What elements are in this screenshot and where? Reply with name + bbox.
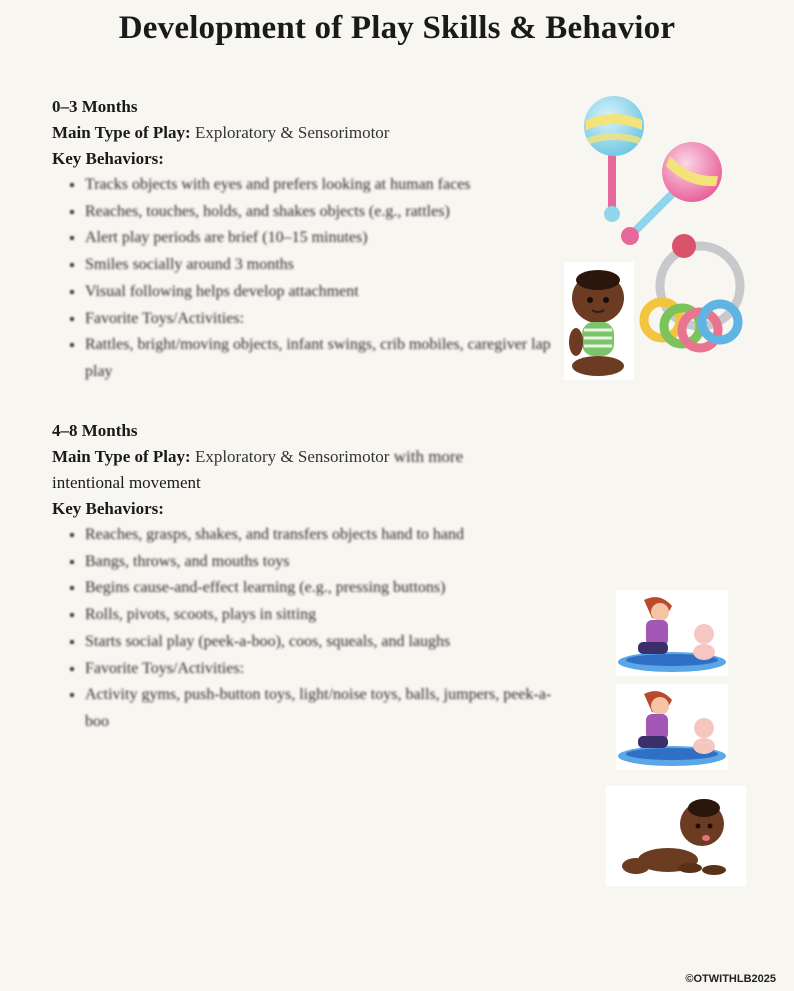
main-type-label: Main Type of Play:: [52, 123, 191, 142]
age-heading: 4–8 Months: [52, 421, 138, 440]
main-type-line: [52, 444, 572, 470]
page-title: Development of Play Skills & Behavior: [118, 10, 676, 46]
list-item: • Activity gyms, push-button toys, light/noise toys, balls, jumpers, peek-a-boo: [85, 682, 572, 735]
main-type-label: Main Type of Play:: [52, 447, 191, 466]
copyright-text: ©OTWITHLB2025: [685, 973, 776, 985]
list-item: • Reaches, touches, holds, and shakes objects (e.g., rattles): [85, 199, 572, 226]
list-item: • Smiles socially around 3 months: [85, 252, 572, 279]
list-item: • Rolls, pivots, scoots, plays in sitting: [85, 602, 572, 629]
peek-a-boo-illustration-2: [616, 684, 728, 770]
list-item: • Reaches, grasps, shakes, and transfers objects hand to hand: [85, 522, 572, 549]
list-item: • Favorite Toys/Activities:: [85, 306, 572, 333]
list-item: • Favorite Toys/Activities:: [85, 656, 572, 683]
rattles-illustration: [578, 92, 728, 252]
section-4-8-months: [52, 418, 572, 736]
list-item: • Alert play periods are brief (10–15 minutes): [85, 225, 572, 252]
list-item: • Bangs, throws, and mouths toys: [85, 549, 572, 576]
crawling-baby-illustration: [606, 786, 746, 886]
behavior-list: [52, 522, 572, 736]
main-type-value: Exploratory & Sensorimotor: [194, 447, 390, 466]
key-behaviors-label: Key Behaviors:: [52, 499, 164, 518]
main-type-value-cont: with more: [389, 447, 464, 466]
main-type-value: Exploratory & Sensorimotor: [194, 123, 390, 142]
main-type-line: [52, 120, 572, 146]
section-0-3-months: [52, 94, 572, 386]
list-item: • Tracks objects with eyes and prefers looking at human faces: [85, 172, 572, 199]
list-item: • Starts social play (peek-a-boo), coos, squeals, and laughs: [85, 629, 572, 656]
main-type-value-line2: intentional movement: [52, 473, 201, 492]
behavior-list: [52, 172, 572, 386]
ring-toy-illustration: [636, 232, 748, 360]
baby-sitting-illustration: [564, 262, 634, 380]
list-item: • Begins cause-and-effect learning (e.g., pressing buttons): [85, 575, 572, 602]
age-heading: 0–3 Months: [52, 97, 138, 116]
peek-a-boo-illustration-1: [616, 590, 728, 676]
key-behaviors-label: Key Behaviors:: [52, 149, 164, 168]
list-item: • Rattles, bright/moving objects, infant swings, crib mobiles, caregiver lap play: [85, 332, 572, 385]
list-item: • Visual following helps develop attachment: [85, 279, 572, 306]
